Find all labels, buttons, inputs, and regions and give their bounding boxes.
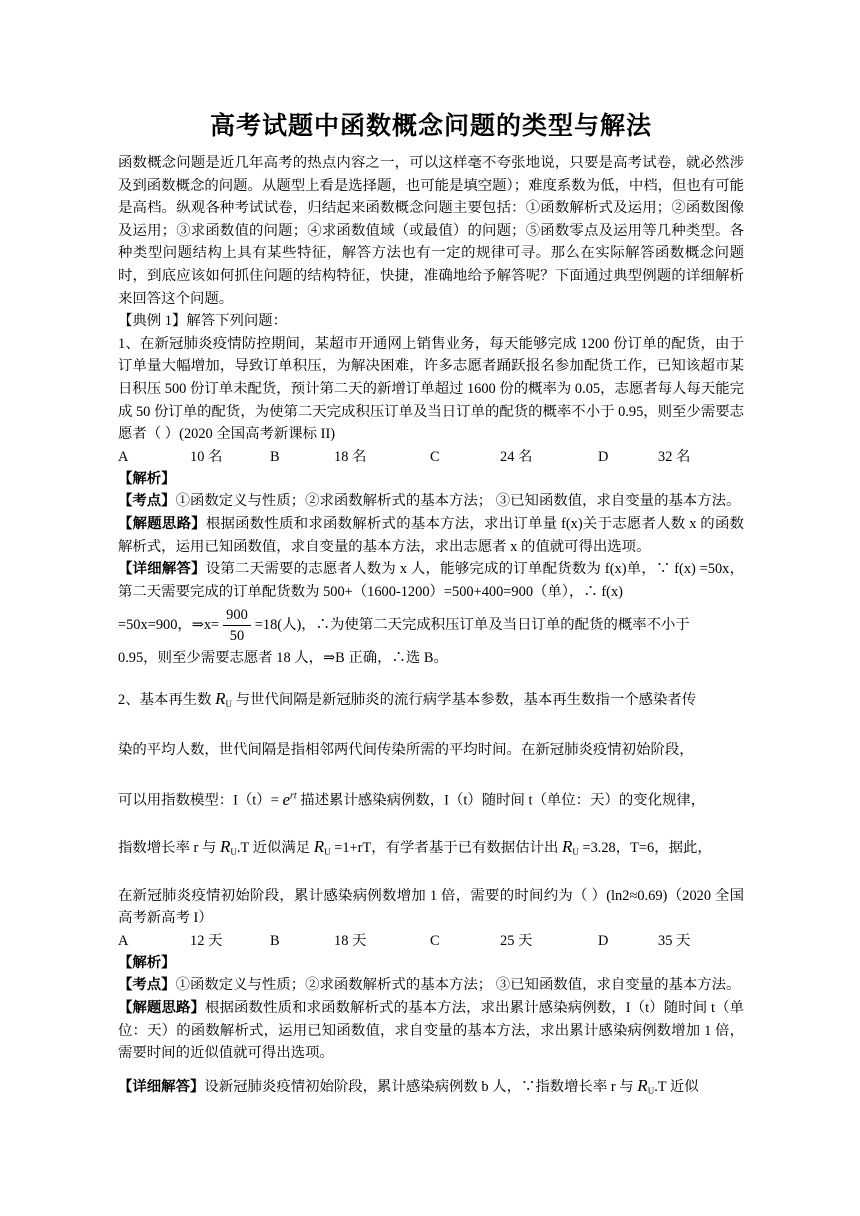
q1-kaodian-text: ①函数定义与性质；②求函数解析式的基本方法； ③已知函数值，求自变量的基本方法。 <box>175 493 741 510</box>
q1-option-c-text: 24 名 <box>500 448 533 465</box>
q1-option-b-letter: B <box>270 448 280 465</box>
q2-silu <box>118 997 744 1065</box>
q1-silu-text: 根据函数性质和求函数解析式的基本方法，求出订单量 f(x)关于志愿者人数 x 的函数解析式，运用已知函数值，求自变量的基本方法，求出志愿者 x 的值就可得出选项。 <box>118 515 744 555</box>
symbol-r: R <box>561 836 573 856</box>
symbol-r-u-4 <box>562 837 579 856</box>
symbol-r: R <box>313 836 325 856</box>
q2-detail-text-b: .T 近似 <box>654 1078 699 1095</box>
symbol-u: U <box>225 698 233 709</box>
q1-detail-fraction-line <box>118 603 744 647</box>
q1-option-d-text: 32 名 <box>658 448 691 465</box>
q1-detail-text-b2: =18(人)，∴为使第二天完成积压订单及当日订单的配货的概率不小于 <box>254 617 690 634</box>
q1-option-b-text: 18 名 <box>334 448 367 465</box>
symbol-r-u <box>215 689 232 708</box>
symbol-r-u-5 <box>637 1076 654 1095</box>
symbol-e: e <box>282 789 290 809</box>
q1-detail-text-a: 设第二天需要的志愿者人数为 x 人，能够完成的订单配货数为 f(x)单，∵ f(x) =50x，第二天需要完成的订单配货数为 500+（1600-1200）=500+400=900（单），∴ f(x) <box>118 561 744 600</box>
q2-option-d-letter: D <box>598 932 609 949</box>
q2-line-1 <box>118 676 744 727</box>
q2-line1a: 2、基本再生数 <box>118 691 212 708</box>
q1-option-c-letter: C <box>430 448 440 465</box>
symbol-u: U <box>324 846 331 857</box>
q2-option-a-text: 12 天 <box>190 932 223 949</box>
symbol-u: U <box>572 846 579 857</box>
q1-option-a-text: 10 名 <box>190 448 223 465</box>
q2-line3a: 可以用指数模型：I（t）= <box>118 792 279 809</box>
q1-option-d-letter: D <box>598 448 609 465</box>
q1-silu <box>118 513 744 558</box>
q2-option-c-letter: C <box>430 932 440 949</box>
q2-line4b: .T 近似满足 <box>236 839 311 856</box>
q1-detail-conclusion: 0.95，则至少需要志愿者 18 人，⇒B 正确，∴选 B。 <box>118 650 448 667</box>
q2-detail-label: 【详细解答】 <box>118 1078 205 1095</box>
q2-option-a-letter: A <box>118 932 129 949</box>
q2-kaodian <box>118 974 744 997</box>
q2-line4c: =1+rT，有学者基于已有数据估计出 <box>334 839 559 856</box>
q2-kaodian-text: ①函数定义与性质；②求函数解析式的基本方法； ③已知函数值，求自变量的基本方法。 <box>175 977 741 994</box>
q1-stem: 1、在新冠肺炎疫情防控期间，某超市开通网上销售业务，每天能够完成 1200 份订单的配货，由于订单量大幅增加，导致订单积压，为解决困难，许多志愿者踊跃报名参加配货工作，已知该超市某日积压 500 份订单未配货，预计第二天的新增订单超过 1600 份的概率为 0.05，志愿者每人每天能完成 50 份订单的配货，为使第二天完成积压订单及当日订单的配货的概率不小于 0.95，则至少需要志愿者（ ）(2020 全国高考新课标 II) <box>118 335 744 443</box>
q2-option-c-text: 25 天 <box>500 932 533 949</box>
q1-analysis-label: 【解析】 <box>118 470 176 487</box>
q2-line-3 <box>118 773 744 824</box>
q2-option-b-text: 18 天 <box>334 932 367 949</box>
q2-option-d-text: 35 天 <box>658 932 691 949</box>
q1-silu-label: 【解题思路】 <box>118 515 206 532</box>
symbol-u: U <box>647 1085 655 1096</box>
symbol-e-rt <box>282 790 296 809</box>
q2-option-b-letter: B <box>270 932 280 949</box>
fraction-denominator: 50 <box>229 628 245 645</box>
q2-detail <box>118 1075 744 1103</box>
q2-line4d: =3.28，T=6，据此， <box>582 839 712 856</box>
intro-paragraph: 函数概念问题是近几年高考的热点内容之一，可以这样毫不夸张地说，只要是高考试卷，就必然涉及到函数概念的问题。从题型上看是选择题，也可能是填空题）；难度系数为低，中档，但也有可能是高档。纵观各种考试试卷，归结起来函数概念问题主要包括：①函数解析式及运用；②函数图像及运用；③求函数值的问题；④求函数值域（或最值）的问题；⑤函数零点及运用等几种类型。各种类型问题结构上具有某些特征，解答方法也有一定的规律可寻。那么在实际解答函数概念问题时，到底应该如何抓住问题的结构特征，快捷，准确地给予解答呢？下面通过典型例题的详细解析来回答这个问题。 <box>118 155 744 307</box>
symbol-r-u-3 <box>314 837 331 856</box>
q2-line-5: 在新冠肺炎疫情初始阶段，累计感染病例数增加 1 倍，需要的时间约为（ ）(ln2≈0.69)（2020 全国高考新高考 I） <box>118 887 744 927</box>
q1-kaodian <box>118 490 744 513</box>
q2-line-4 <box>118 824 744 875</box>
symbol-u: U <box>230 846 237 857</box>
q2-detail-text-a: 设新冠肺炎疫情初始阶段，累计感染病例数 b 人，∵指数增长率 r 与 <box>204 1078 634 1095</box>
symbol-rt: rt <box>289 789 297 801</box>
symbol-r-u-2 <box>220 837 237 856</box>
page-title: 高考试题中函数概念问题的类型与解法 <box>209 113 652 140</box>
q1-detail <box>118 558 744 603</box>
symbol-r: R <box>215 688 226 708</box>
example-header: 【典例 1】解答下列问题： <box>118 313 288 330</box>
q2-silu-text: 根据函数性质和求函数解析式的基本方法，求出累计感染病例数，I（t）随时间 t（单位：天）的函数解析式，运用已知函数值，求自变量的基本方法，求出累计感染病例数增加 1 倍，需要时间的近似值就可得出选项。 <box>118 999 744 1062</box>
q1-option-a-letter: A <box>118 448 129 465</box>
q2-analysis-label: 【解析】 <box>118 954 176 971</box>
q1-options <box>118 446 744 468</box>
q2-line1b: 与世代间隔是新冠肺炎的流行病学基本参数，基本再生数指一个感染者传 <box>235 691 697 708</box>
q2-silu-label: 【解题思路】 <box>118 999 206 1016</box>
q2-line4a: 指数增长率 r 与 <box>118 839 217 856</box>
q2-options <box>118 930 744 952</box>
q1-detail-label: 【详细解答】 <box>118 561 206 578</box>
q1-kaodian-label: 【考点】 <box>118 493 176 510</box>
q2-line3b: 描述累计感染病例数，I（t）随时间 t（单位：天）的变化规律， <box>300 792 706 809</box>
fraction-900-50 <box>223 605 251 646</box>
q2-kaodian-label: 【考点】 <box>118 977 176 994</box>
q2-line-2: 染的平均人数，世代间隔是指相邻两代间传染所需的平均时间。在新冠肺炎疫情初始阶段， <box>118 741 694 758</box>
symbol-r: R <box>219 836 231 856</box>
fraction-numerator: 900 <box>223 605 251 626</box>
symbol-r: R <box>637 1075 648 1095</box>
q1-detail-text-b1: =50x=900，⇒x= <box>118 617 220 634</box>
document-page <box>118 108 744 1102</box>
